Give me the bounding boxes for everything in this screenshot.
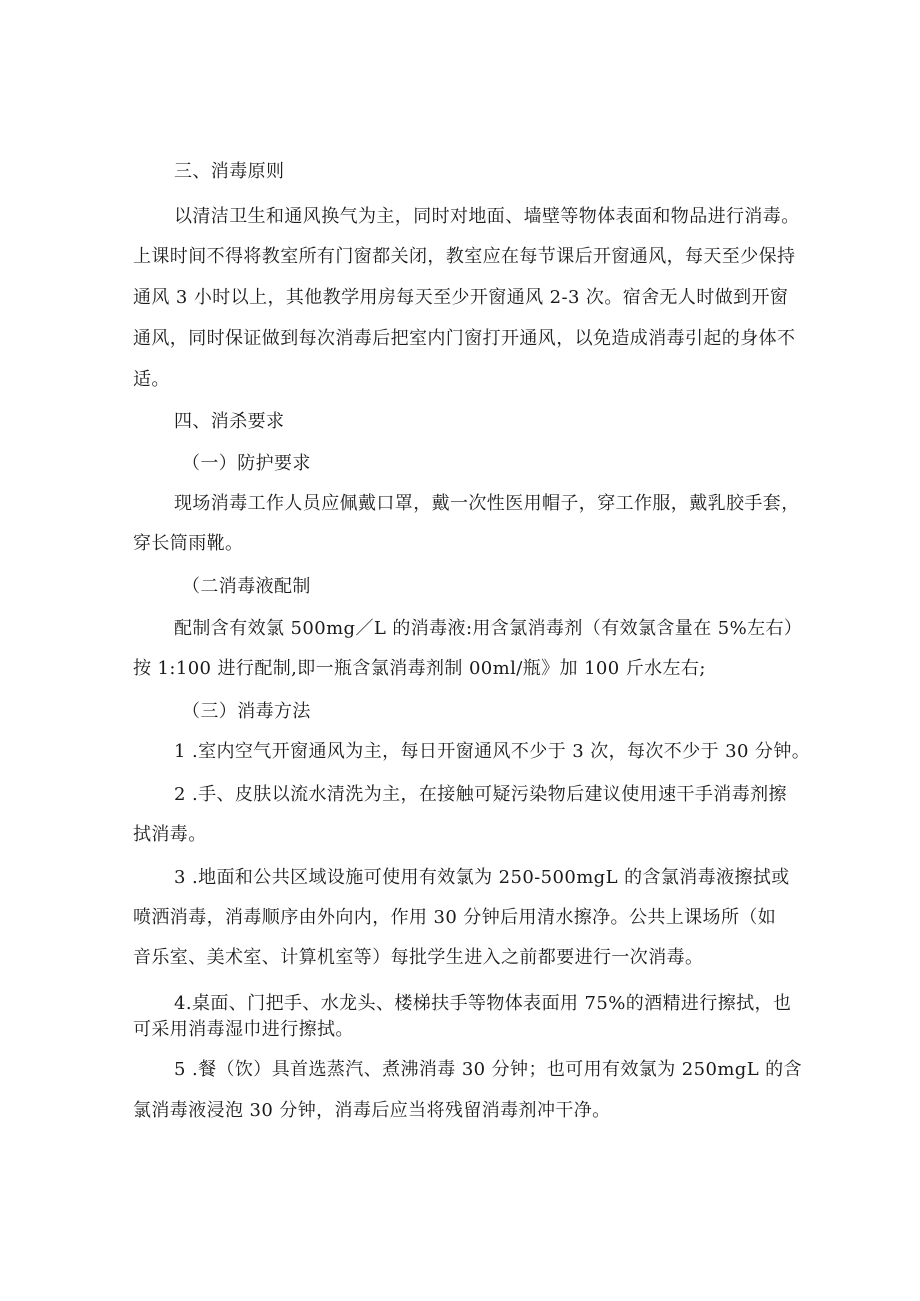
method-item-2-line: 拭消毒。 [133, 824, 207, 845]
solution-paragraph-line: 按 1:100 进行配制,即一瓶含氯消毒剂制 00ml/瓶》加 100 斤水左右; [133, 658, 706, 679]
solution-paragraph-line: 配制含有效氯 500mg／L 的消毒液:用含氯消毒剂（有效氯含量在 5%左右） [174, 618, 803, 639]
principle-paragraph-line: 通风，同时保证做到每次消毒后把室内门窗打开通风，以免造成消毒引起的身体不 [133, 328, 796, 349]
method-item-5-line: 5 .餐（饮）具首选蒸汽、煮沸消毒 30 分钟；也可用有效氯为 250mgL 的含 [174, 1059, 802, 1080]
principle-paragraph-line: 通风 3 小时以上，其他教学用房每天至少开窗通风 2-3 次。宿舍无人时做到开窗 [133, 287, 789, 308]
method-item-3-line: 3 .地面和公共区域设施可使用有效氯为 250-500mgL 的含氯消毒液擦拭或 [174, 867, 790, 888]
subsection-heading-disinfection-methods: （三）消毒方法 [182, 701, 311, 722]
subsection-heading-protection: （一）防护要求 [182, 453, 311, 474]
method-item-3-line: 喷洒消毒，消毒顺序由外向内，作用 30 分钟后用清水擦净。公共上课场所（如 [133, 907, 777, 928]
method-item-2-line: 2 .手、皮肤以流水清洗为主，在接触可疑污染物后建议使用速干手消毒剂擦 [174, 784, 787, 805]
method-item-1: 1 .室内空气开窗通风为主，每日开窗通风不少于 3 次，每次不少于 30 分钟。 [174, 741, 811, 762]
method-item-4-line: 4.桌面、门把手、水龙头、楼梯扶手等物体表面用 75%的酒精进行擦拭，也 [174, 993, 792, 1014]
method-item-4-line: 可采用消毒湿巾进行擦拭。 [133, 1019, 354, 1040]
method-item-5-line: 氯消毒液浸泡 30 分钟，消毒后应当将残留消毒剂冲干净。 [133, 1100, 611, 1121]
principle-paragraph-line: 适。 [133, 369, 170, 390]
principle-paragraph-line: 以清洁卫生和通风换气为主，同时对地面、墙壁等物体表面和物品进行消毒。 [174, 206, 800, 227]
method-item-3-line: 音乐室、美术室、计算机室等）每批学生进入之前都要进行一次消毒。 [133, 947, 704, 968]
section-heading-disinfection-principle: 三、消毒原则 [174, 161, 285, 182]
protection-paragraph-line: 现场消毒工作人员应佩戴口罩，戴一次性医用帽子，穿工作服，戴乳胶手套， [174, 493, 800, 514]
principle-paragraph-line: 上课时间不得将教室所有门窗都关闭，教室应在每节课后开窗通风，每天至少保持 [133, 246, 796, 267]
protection-paragraph-line: 穿长筒雨靴。 [133, 533, 244, 554]
section-heading-disinfection-requirements: 四、消杀要求 [174, 411, 285, 432]
subsection-heading-solution-preparation: （二消毒液配制 [182, 576, 311, 597]
